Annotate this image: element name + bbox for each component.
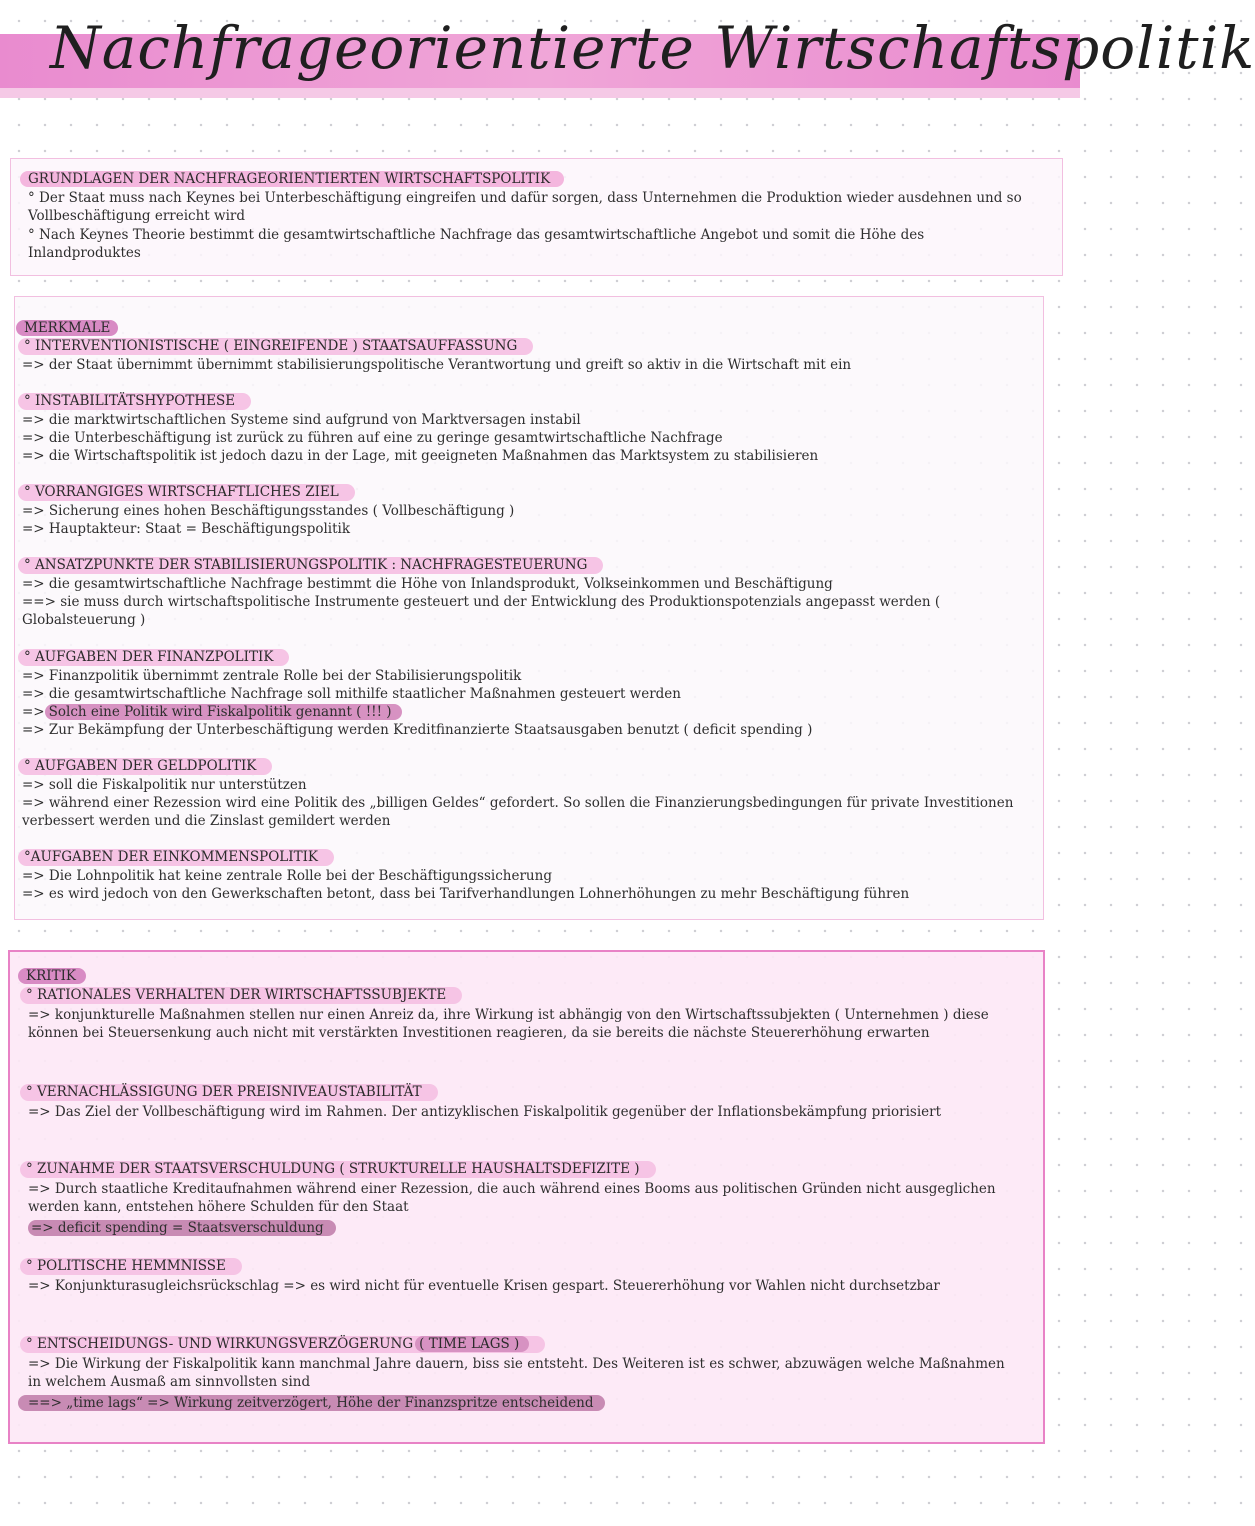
highlight-fiskalpolitik: Solch eine Politik wird Fiskalpolitik genannt ( !!! )	[45, 704, 402, 720]
merkmale-heading-staatsauffassung: ° INTERVENTIONISTISCHE ( EINGREIFENDE ) STAATSAUFFASSUNG	[18, 338, 533, 355]
grundlagen-label: GRUNDLAGEN DER NACHFRAGEORIENTIERTEN WIRTSCHAFTSPOLITIK	[20, 171, 564, 187]
merkmale-line: => die Wirtschaftspolitik ist jedoch dazu in der Lage, mit geeigneten Maßnahmen das Marktsystem zu stabilisieren	[22, 448, 819, 464]
merkmale-heading-finanzpolitik: ° AUFGABEN DER FINANZPOLITIK	[18, 649, 289, 666]
kritik-heading-hemmnisse: ° POLITISCHE HEMMNISSE	[20, 1258, 242, 1275]
merkmale-line: => Sicherung eines hohen Beschäftigungsstandes ( Vollbeschäftigung )	[22, 503, 515, 519]
kritik-heading-rationales-verhalten: ° RATIONALES VERHALTEN DER WIRTSCHAFTSSUBJEKTE	[20, 987, 462, 1004]
merkmale-line: => Hauptakteur: Staat = Beschäftigungspolitik	[22, 521, 351, 537]
merkmale-heading-instabilitaet: ° INSTABILITÄTSHYPOTHESE	[18, 393, 251, 410]
time-lags-tag: ( TIME LAGS )	[415, 1336, 529, 1352]
merkmale-heading-ziel: ° VORRANGIGES WIRTSCHAFTLICHES ZIEL	[18, 484, 355, 501]
kritik-heading-time-lags-text: ° ENTSCHEIDUNGS- UND WIRKUNGSVERZÖGERUNG	[26, 1336, 414, 1352]
merkmale-line: => Zur Bekämpfung der Unterbeschäftigung werden Kreditfinanzierte Staatsausgaben benutzt ( deficit spending )	[22, 722, 813, 738]
merkmale-heading-einkommenspolitik: °AUFGABEN DER EINKOMMENSPOLITIK	[18, 849, 334, 866]
grundlagen-paragraph-2: ° Nach Keynes Theorie bestimmt die gesamtwirtschaftliche Nachfrage das gesamtwirtschaftliche Angebot und somit die Höhe des Inlandproduktes	[28, 227, 925, 262]
kritik-heading-preisniveau: ° VERNACHLÄSSIGUNG DER PREISNIVEAUSTABILITÄT	[20, 1084, 438, 1101]
merkmale-line: => Finanzpolitik übernimmt zentrale Rolle bei der Stabilisierungspolitik	[22, 668, 522, 684]
kritik-heading-time-lags	[20, 1336, 545, 1353]
merkmale-line: => die marktwirtschaftlichen Systeme sind aufgrund von Marktversagen instabil	[22, 412, 581, 428]
merkmale-heading-geldpolitik: ° AUFGABEN DER GELDPOLITIK	[18, 758, 272, 775]
merkmale-line: => die Unterbeschäftigung ist zurück zu führen auf eine zu geringe gesamtwirtschaftliche Nachfrage	[22, 430, 723, 446]
merkmale-line: => der Staat übernimmt übernimmt stabilisierungspolitische Verantwortung und greift so aktiv in die Wirtschaft mit ein	[22, 357, 852, 373]
kritik-highlight-row	[28, 1219, 336, 1237]
merkmale-line: => die gesamtwirtschaftliche Nachfrage soll mithilfe staatlicher Maßnahmen gesteuert werden	[22, 686, 681, 702]
merkmale-line: => soll die Fiskalpolitik nur unterstützen	[22, 777, 307, 793]
highlight-time-lags: ==> „time lags“ => Wirkung zeitverzögert, Höhe der Finanzspritze entscheidend	[18, 1395, 605, 1411]
highlight-deficit-spending: => deficit spending = Staatsverschuldung	[28, 1220, 336, 1236]
merkmale-line-fiskalpolitik	[22, 703, 1032, 721]
merkmale-line: ==> sie muss durch wirtschaftspolitische Instrumente gesteuert und der Entwicklung des Produktionspotenzials angepasst werden ( Globalsteuerung )	[22, 594, 941, 629]
merkmale-line: => während einer Rezession wird eine Politik des „billigen Geldes“ gefordert. So sollen die Finanzierungsbedingungen für private Investitionen verbessert werden und die Zinslast gemildert werden	[22, 795, 1014, 830]
page-title: Nachfrageorientierte Wirtschaftspolitik	[50, 14, 1255, 82]
merkmale-heading-ansatzpunkte: ° ANSATZPUNKTE DER STABILISIERUNGSPOLITIK : NACHFRAGESTEUERUNG	[18, 557, 603, 574]
title-band-lower	[0, 88, 1080, 98]
merkmale-line: => die gesamtwirtschaftliche Nachfrage bestimmt die Höhe von Inlandsprodukt, Volkseinkommen und Beschäftigung	[22, 576, 833, 592]
kritik-text: => Konjunkturasugleichsrückschlag => es wird nicht für eventuelle Krisen gespart. Steuererhöhung vor Wahlen nicht durchsetzbar	[28, 1278, 940, 1294]
kritik-text: => Das Ziel der Vollbeschäftigung wird im Rahmen. Der antizyklischen Fiskalpolitik gegenüber der Inflationsbekämpfung priorisiert	[28, 1104, 942, 1120]
merkmale-line: => es wird jedoch von den Gewerkschaften betont, dass bei Tarifverhandlungen Lohnerhöhungen zu mehr Beschäftigung führen	[22, 886, 910, 902]
arrow-prefix: =>	[22, 704, 45, 720]
merkmale-line: => Die Lohnpolitik hat keine zentrale Rolle bei der Beschäftigungssicherung	[22, 868, 552, 884]
kritik-text: => Die Wirkung der Fiskalpolitik kann manchmal Jahre dauern, biss sie entsteht. Des Weiteren ist es schwer, abzuwägen welche Maßnahmen in welchem Ausmaß am sinnvollsten sind	[28, 1356, 1005, 1391]
merkmale-label: MERKMALE	[16, 320, 118, 336]
kritik-highlight-row	[18, 1394, 605, 1412]
kritik-label: KRITIK	[18, 968, 86, 984]
kritik-text: => Durch staatliche Kreditaufnahmen während einer Rezession, die auch während eines Booms aus politischen Gründen nicht ausgeglichen werden kann, entstehen höhere Schulden für den Staat	[28, 1181, 996, 1216]
kritik-heading-staatsverschuldung: ° ZUNAHME DER STAATSVERSCHULDUNG ( STRUKTURELLE HAUSHALTSDEFIZITE )	[20, 1161, 656, 1178]
grundlagen-paragraph-1: ° Der Staat muss nach Keynes bei Unterbeschäftigung eingreifen und dafür sorgen, dass Unternehmen die Produktion wieder ausdehnen und so Vollbeschäftigung erreicht wird	[28, 190, 1022, 225]
kritik-text: => konjunkturelle Maßnahmen stellen nur einen Anreiz da, ihre Wirkung ist abhängig von den Wirtschaftssubjekten ( Unternehmen ) diese können bei Steuersenkung auch nicht mit verstärkten Investitionen reagieren, da sie bereits die nächste Steuererhöhung erwarten	[28, 1007, 989, 1042]
